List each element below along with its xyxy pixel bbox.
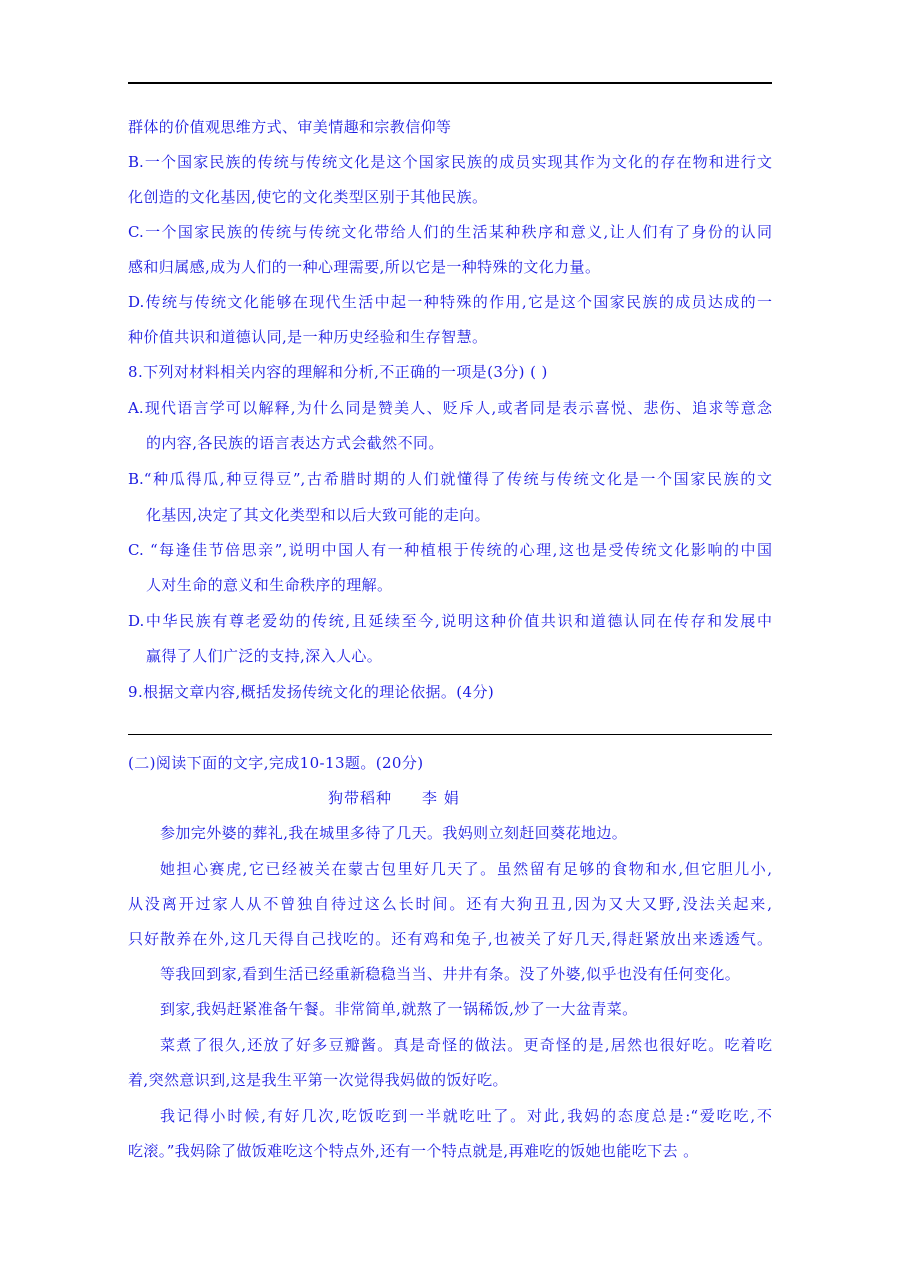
- paragraph-2-line-1: 她担心赛虎,它已经被关在蒙古包里好几天了。虽然留有足够的食物和水,但它胆儿小,: [160, 860, 772, 878]
- q8-option-c-line-2: 人对生命的意义和生命秩序的理解。: [146, 576, 393, 594]
- paragraph-6-line-1: 我记得小时候,有好几次,吃饭吃到一半就吃吐了。对此,我妈的态度总是:“爱吃吃,不: [160, 1107, 772, 1125]
- paragraph-5-line-2: 着,突然意识到,这是我生平第一次觉得我妈做的饭好吃。: [128, 1071, 508, 1089]
- reading-instruction: (二)阅读下面的文字,完成10-13题。(20分): [128, 754, 424, 772]
- q8-option-a-line-1: A.现代语言学可以解释,为什么同是赞美人、贬斥人,或者同是表示喜悦、悲伤、追求等意念: [128, 399, 772, 417]
- option-b-line-2: 化创造的文化基因,使它的文化类型区别于其他民族。: [128, 188, 488, 206]
- question-9-stem: 9.根据文章内容,概括发扬传统文化的理论依据。(4分): [128, 683, 495, 701]
- paragraph-1: 参加完外婆的葬礼,我在城里多待了几天。我妈则立刻赶回葵花地边。: [160, 824, 628, 842]
- story-title: 狗带稻种: [328, 789, 393, 807]
- paragraph-3: 等我回到家,看到生活已经重新稳稳当当、井井有条。没了外婆,似乎也没有任何变化。: [160, 965, 741, 983]
- section-divider: [128, 734, 772, 735]
- q8-option-b-line-2: 化基因,决定了其文化类型和以后大致可能的走向。: [146, 506, 490, 524]
- top-divider: [128, 82, 772, 84]
- paragraph-2-line-2: 从没离开过家人从不曾独自待过这么长时间。还有大狗丑丑,因为又大又野,没法关起来,: [128, 895, 772, 913]
- paragraph-2-line-3: 只好散养在外,这几天得自己找吃的。还有鸡和兔子,也被关了好几天,得赶紧放出来透透气。: [128, 930, 772, 948]
- story-title-line: [328, 788, 460, 808]
- paragraph-4: 到家,我妈赶紧准备午餐。非常简单,就熬了一锅稀饭,炒了一大盆青菜。: [160, 1000, 638, 1018]
- question-8-stem: 8.下列对材料相关内容的理解和分析,不正确的一项是(3分) ( ): [128, 363, 548, 381]
- q8-option-a-line-2: 的内容,各民族的语言表达方式会截然不同。: [146, 434, 444, 452]
- q8-option-d-line-1: D.中华民族有尊老爱幼的传统,且延续至今,说明这种价值共识和道德认同在传存和发展中: [128, 612, 772, 630]
- q8-option-b-line-1: B.“种瓜得瓜,种豆得豆”,古希腊时期的人们就懂得了传统与传统文化是一个国家民族的文: [128, 470, 772, 488]
- option-c-line-1: C.一个国家民族的传统与传统文化带给人们的生活某种秩序和意义,让人们有了身份的认同: [128, 223, 772, 241]
- paragraph-5-line-1: 菜煮了很久,还放了好多豆瓣酱。真是奇怪的做法。更奇怪的是,居然也很好吃。吃着吃: [160, 1036, 772, 1054]
- story-author: 李 娟: [422, 789, 460, 807]
- option-d-line-2: 种价值共识和道德认同,是一种历史经验和生存智慧。: [128, 328, 488, 346]
- q8-option-d-line-2: 赢得了人们广泛的支持,深入人心。: [146, 647, 383, 665]
- option-c-line-2: 感和归属感,成为人们的一种心理需要,所以它是一种特殊的文化力量。: [128, 258, 601, 276]
- option-d-line-1: D.传统与传统文化能够在现代生活中起一种特殊的作用,它是这个国家民族的成员达成的一: [128, 293, 772, 311]
- option-a-continuation: 群体的价值观思维方式、审美情趣和宗教信仰等: [128, 118, 452, 136]
- q8-option-c-line-1: C. “每逢佳节倍思亲”,说明中国人有一种植根于传统的心理,这也是受传统文化影响的中国: [128, 541, 772, 559]
- paragraph-6-line-2: 吃滚。”我妈除了做饭难吃这个特点外,还有一个特点就是,再难吃的饭她也能吃下去 。: [128, 1142, 699, 1160]
- option-b-line-1: B.一个国家民族的传统与传统文化是这个国家民族的成员实现其作为文化的存在物和进行文: [128, 153, 772, 171]
